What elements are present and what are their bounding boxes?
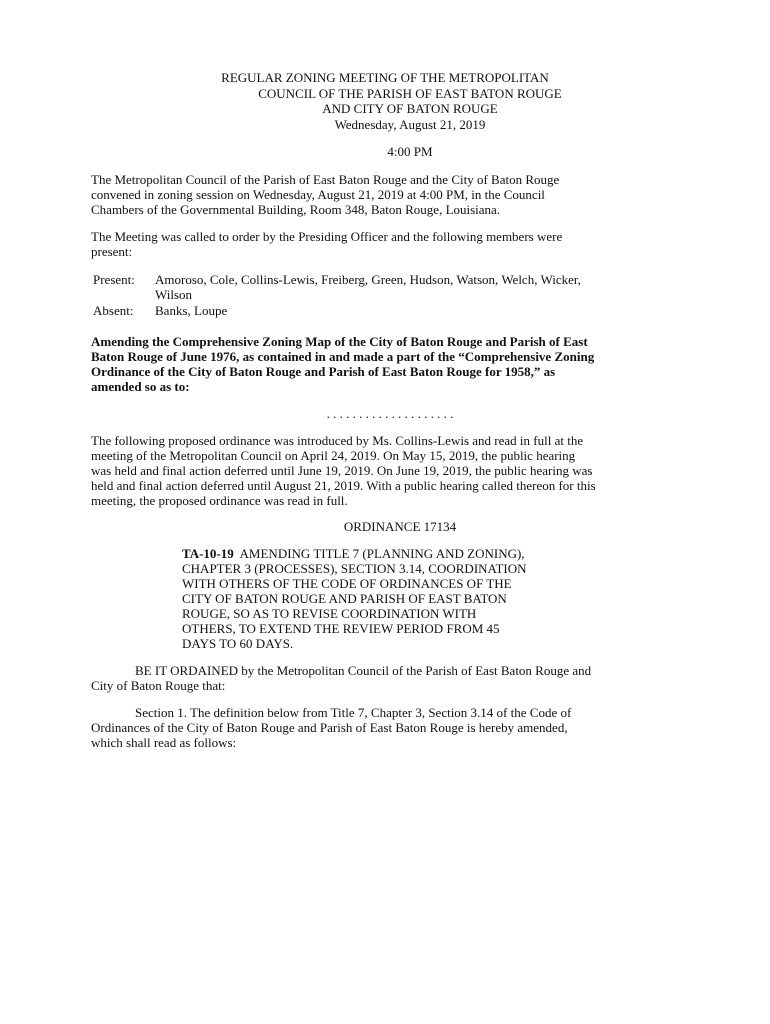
present-members-line-2: Wilson (155, 287, 193, 302)
absent-label: Absent: (93, 303, 134, 318)
call-to-order-line-2: present: (91, 244, 133, 259)
introduced-line-1: The following proposed ordinance was introduced by Ms. Collins-Lewis and read in full at the (91, 433, 584, 448)
meeting-title-line-1: REGULAR ZONING MEETING OF THE METROPOLITAN (221, 70, 549, 85)
introduced-line-5: meeting, the proposed ordinance was read in full. (91, 493, 348, 508)
ordinance-first-line-text: AMENDING TITLE 7 (PLANNING AND ZONING), (233, 546, 525, 561)
meeting-date: Wednesday, August 21, 2019 (334, 117, 486, 132)
amending-line-4: amended so as to: (91, 379, 190, 394)
ordinance-line-2: CHAPTER 3 (PROCESSES), SECTION 3.14, COORDINATION (182, 561, 527, 576)
section-1-line-1: Section 1. The definition below from Title 7, Chapter 3, Section 3.14 of the Code of (135, 705, 572, 720)
ordinance-line-7: DAYS TO 60 DAYS. (182, 636, 294, 651)
introduced-line-3: was held and final action deferred until June 19, 2019. On June 19, 2019, the public hearing was (91, 463, 593, 478)
amending-line-1: Amending the Comprehensive Zoning Map of the City of Baton Rouge and Parish of East (91, 334, 588, 349)
intro-line-1: The Metropolitan Council of the Parish of East Baton Rouge and the City of Baton Rouge (91, 172, 560, 187)
intro-line-2: convened in zoning session on Wednesday, August 21, 2019 at 4:00 PM, in the Council (91, 187, 545, 202)
call-to-order-line-1: The Meeting was called to order by the Presiding Officer and the following members were (91, 229, 563, 244)
introduced-line-2: meeting of the Metropolitan Council on April 24, 2019. On May 15, 2019, the public hearing (91, 448, 576, 463)
ordained-line-2: City of Baton Rouge that: (91, 678, 226, 693)
present-members-line-1: Amoroso, Cole, Collins-Lewis, Freiberg, Green, Hudson, Watson, Welch, Wicker, (155, 272, 581, 287)
ordinance-title: ORDINANCE 17134 (343, 519, 457, 534)
intro-line-3: Chambers of the Governmental Building, Room 348, Baton Rouge, Louisiana. (91, 202, 501, 217)
absent-members: Banks, Loupe (155, 303, 228, 318)
present-label: Present: (93, 272, 135, 287)
section-1-line-2: Ordinances of the City of Baton Rouge and Parish of East Baton Rouge is hereby amended, (91, 720, 568, 735)
meeting-title-line-2: COUNCIL OF THE PARISH OF EAST BATON ROUGE (258, 86, 562, 101)
meeting-time: 4:00 PM (387, 144, 433, 159)
ordinance-line-4: CITY OF BATON ROUGE AND PARISH OF EAST BATON (182, 591, 507, 606)
ordinance-line-5: ROUGE, SO AS TO REVISE COORDINATION WITH (182, 606, 477, 621)
meeting-title-line-3: AND CITY OF BATON ROUGE (322, 101, 498, 116)
ordinance-first-line (182, 546, 602, 561)
ordained-line-1: BE IT ORDAINED by the Metropolitan Council of the Parish of East Baton Rouge and (135, 663, 592, 678)
section-1-line-3: which shall read as follows: (91, 735, 237, 750)
ordinance-code: TA-10-19 (182, 546, 234, 561)
section-separator: . . . . . . . . . . . . . . . . . . . . (326, 406, 454, 421)
amending-line-2: Baton Rouge of June 1976, as contained in and made a part of the “Comprehensive Zoning (91, 349, 595, 364)
ordinance-line-6: OTHERS, TO EXTEND THE REVIEW PERIOD FROM 45 (182, 621, 500, 636)
ordinance-line-3: WITH OTHERS OF THE CODE OF ORDINANCES OF THE (182, 576, 512, 591)
introduced-line-4: held and final action deferred until August 21, 2019. With a public hearing called thereon for this (91, 478, 596, 493)
amending-line-3: Ordinance of the City of Baton Rouge and Parish of East Baton Rouge for 1958,” as (91, 364, 556, 379)
